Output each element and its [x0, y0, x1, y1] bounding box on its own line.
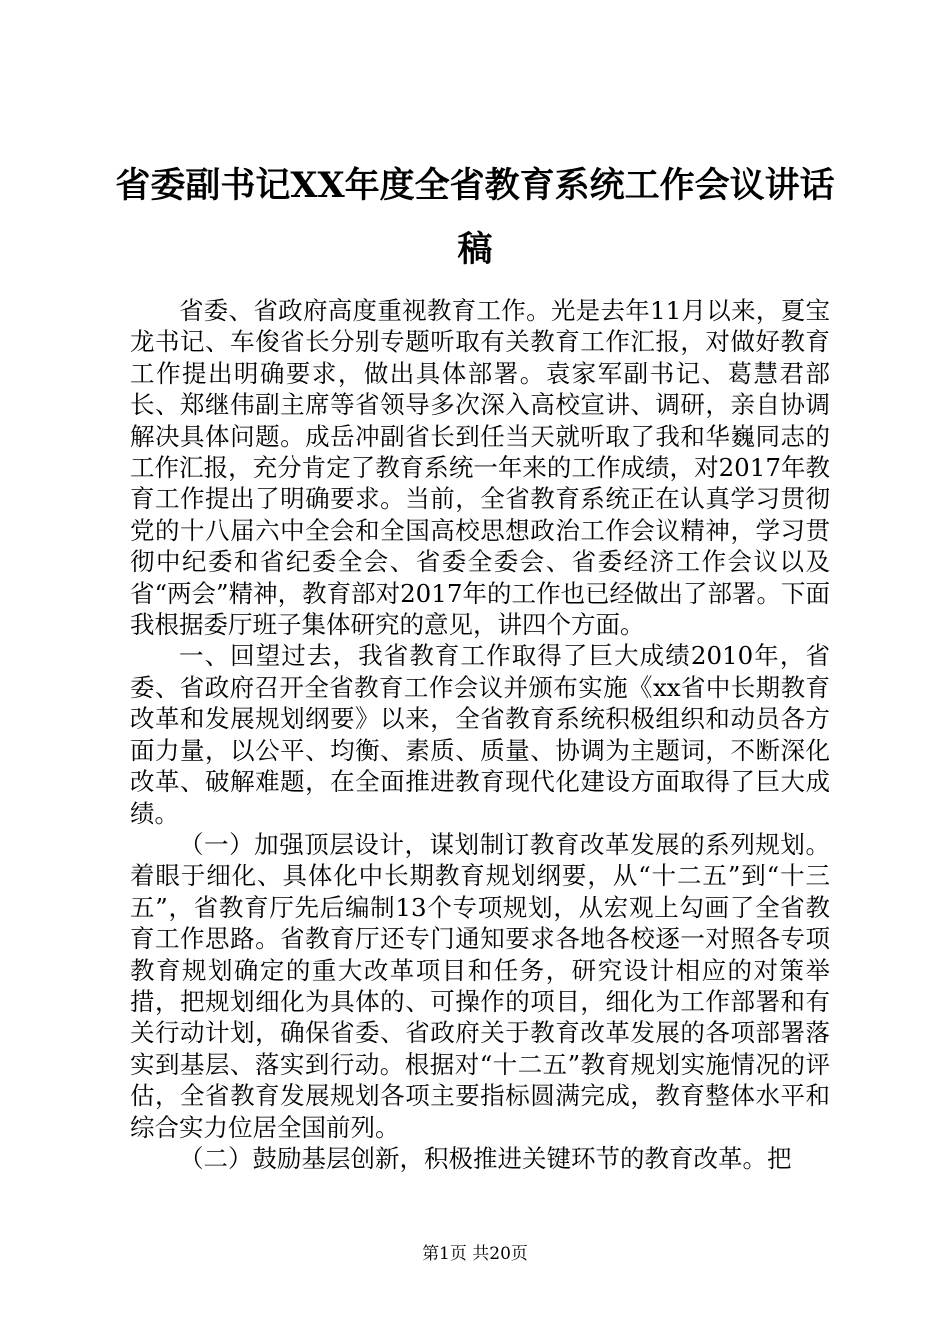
- document-title: 省委副书记XX年度全省教育系统工作会议讲话稿: [115, 165, 835, 270]
- document-body: [130, 295, 830, 1174]
- page-footer: 第1页 共20页: [422, 1244, 528, 1264]
- paragraph-subsection-two: （二）鼓励基层创新，积极推进关键环节的教育改革。把: [179, 1143, 792, 1173]
- paragraph-intro: 省委、省政府高度重视教育工作。光是去年11月以来，夏宝龙书记、车俊省长分别专题听取有关教育工作汇报，对做好教育工作提出明确要求，做出具体部署。袁家军副书记、葛慧君部长、郑继伟副主席等省领导多次深入高校宣讲、调研，亲自协调解决具体问题。成岳冲副省长到任当天就听取了我和华巍同志的工作汇报，充分肯定了教育系统一年来的工作成绩，对2017年教育工作提出了明确要求。当前，全省教育系统正在认真学习贯彻党的十八届六中全会和全国高校思想政治工作会议精神，学习贯彻中纪委和省纪委全会、省委全委会、省委经济工作会议以及省“两会”精神，教育部对2017年的工作也已经做出了部署。下面我根据委厅班子集体研究的意见，讲四个方面。: [130, 296, 830, 640]
- paragraph-subsection-one: （一）加强顶层设计，谋划制订教育改革发展的系列规划。着眼于细化、具体化中长期教育规划纲要，从“十二五”到“十三五”，省教育厅先后编制13个专项规划，从宏观上勾画了全省教育工作思路。省教育厅还专门通知要求各地各校逐一对照各专项教育规划确定的重大改革项目和任务，研究设计相应的对策举措，把规划细化为具体的、可操作的项目，细化为工作部署和有关行动计划，确保省委、省政府关于教育改革发展的各项部署落实到基层、落实到行动。根据对“十二五”教育规划实施情况的评估，全省教育发展规划各项主要指标圆满完成，教育整体水平和综合实力位居全国前列。: [130, 829, 830, 1142]
- paragraph-section-one: 一、回望过去，我省教育工作取得了巨大成绩2010年，省委、省政府召开全省教育工作会议并颁布实施《xx省中长期教育改革和发展规划纲要》以来，全省教育系统积极组织和动员各方面力量，以公平、均衡、素质、质量、协调为主题词，不断深化改革、破解难题，在全面推进教育现代化建设方面取得了巨大成绩。: [130, 641, 830, 828]
